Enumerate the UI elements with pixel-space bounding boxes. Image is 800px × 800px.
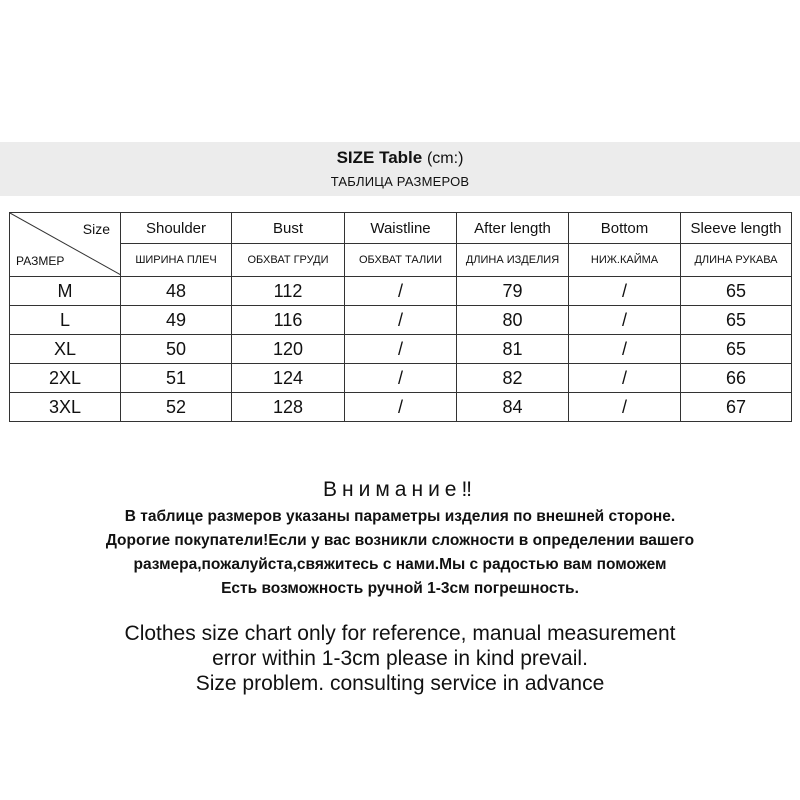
table-row	[10, 364, 792, 393]
table-cell: 50	[121, 335, 232, 364]
notice-line: Clothes size chart only for reference, manual measurement	[124, 622, 676, 645]
notice-line: Дорогие покупатели!Если у вас возникли сложности в определении вашего	[105, 532, 695, 549]
notice-line: Есть возможность ручной 1-3см погрешность.	[221, 580, 579, 597]
header-waistline: Waistline	[345, 213, 457, 244]
size-table	[9, 212, 792, 422]
notice-line: В таблице размеров указаны параметры изделия по внешней стороне.	[124, 508, 676, 525]
table-cell: 65	[681, 277, 792, 306]
table-cell: 66	[681, 364, 792, 393]
table-cell: 80	[457, 306, 569, 335]
table-cell: 128	[232, 393, 345, 422]
table-cell: /	[569, 364, 681, 393]
table-cell: 65	[681, 306, 792, 335]
russian-notice	[0, 505, 800, 601]
header-bust: Bust	[232, 213, 345, 244]
header-waistline-ru: ОБХВАТ ТАЛИИ	[345, 244, 457, 277]
table-cell: 124	[232, 364, 345, 393]
table-row	[10, 335, 792, 364]
english-notice	[0, 621, 800, 696]
header-bust-ru: ОБХВАТ ГРУДИ	[232, 244, 345, 277]
table-cell: /	[569, 277, 681, 306]
corner-size-label: Size	[82, 221, 110, 237]
table-cell: 52	[121, 393, 232, 422]
table-cell: 116	[232, 306, 345, 335]
size-cell: XL	[10, 335, 121, 364]
header-sleeve-length: Sleeve length	[681, 213, 792, 244]
table-cell: 48	[121, 277, 232, 306]
table-cell: 65	[681, 335, 792, 364]
table-row	[10, 306, 792, 335]
table-row	[10, 393, 792, 422]
table-cell: /	[345, 277, 457, 306]
size-cell: 3XL	[10, 393, 121, 422]
table-cell: 51	[121, 364, 232, 393]
table-cell: 112	[232, 277, 345, 306]
notice-line: error within 1-3cm please in kind prevail.	[212, 647, 588, 670]
header-shoulder-ru: ШИРИНА ПЛЕЧ	[121, 244, 232, 277]
table-cell: /	[569, 306, 681, 335]
page-title	[0, 148, 800, 168]
header-row-en	[10, 213, 792, 244]
table-cell: /	[569, 393, 681, 422]
size-cell: M	[10, 277, 121, 306]
title-unit: (cm:)	[426, 150, 464, 167]
notice-line: размера,пожалуйста,свяжитесь с нами.Мы с радостью вам поможем	[133, 556, 667, 573]
corner-cell	[10, 213, 121, 277]
table-cell: /	[345, 335, 457, 364]
table-cell: /	[569, 335, 681, 364]
size-cell: 2XL	[10, 364, 121, 393]
header-bottom-ru: НИЖ.КАЙМА	[569, 244, 681, 277]
table-cell: 120	[232, 335, 345, 364]
table-cell: 67	[681, 393, 792, 422]
table-cell: /	[345, 364, 457, 393]
table-cell: 79	[457, 277, 569, 306]
table-cell: 81	[457, 335, 569, 364]
attention-heading: Внимание‼	[323, 478, 477, 501]
size-cell: L	[10, 306, 121, 335]
table-cell: /	[345, 306, 457, 335]
header-after-length: After length	[457, 213, 569, 244]
header-bottom: Bottom	[569, 213, 681, 244]
notice-line: Size problem. consulting service in advance	[195, 672, 605, 695]
header-sleeve-length-ru: ДЛИНА РУКАВА	[681, 244, 792, 277]
table-cell: 82	[457, 364, 569, 393]
table-cell: 84	[457, 393, 569, 422]
corner-size-label-ru: РАЗМЕР	[16, 254, 65, 268]
table-row	[10, 277, 792, 306]
title-main: SIZE Table	[336, 148, 423, 167]
page-subtitle: ТАБЛИЦА РАЗМЕРОВ	[330, 174, 470, 189]
header-shoulder: Shoulder	[121, 213, 232, 244]
table-cell: /	[345, 393, 457, 422]
header-after-length-ru: ДЛИНА ИЗДЕЛИЯ	[457, 244, 569, 277]
table-cell: 49	[121, 306, 232, 335]
header-row-ru	[10, 244, 792, 277]
